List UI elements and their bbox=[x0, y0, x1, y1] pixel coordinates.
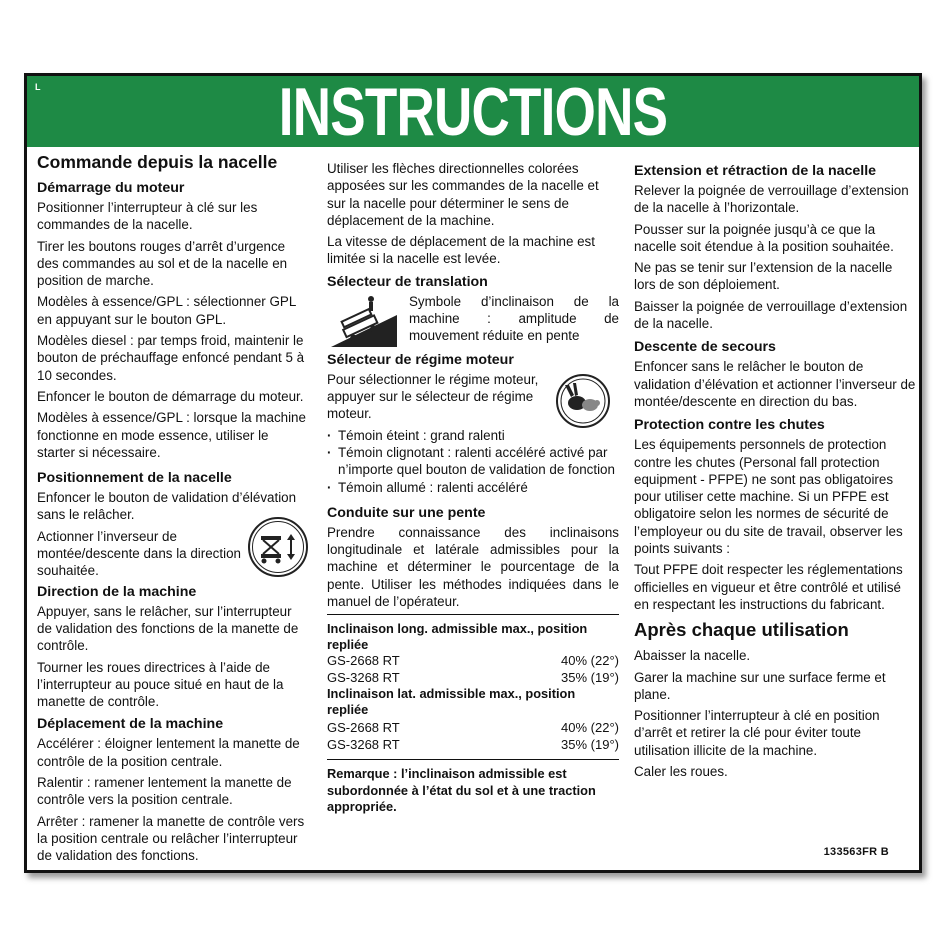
heading-positionnement: Positionnement de la nacelle bbox=[37, 470, 232, 487]
table-cell-value: 40% (22°) bbox=[561, 720, 619, 736]
remark-note: Remarque : l’inclinaison admissible est subordonnée à l’état du sol et à une traction appropriée. bbox=[327, 766, 596, 815]
heading-extension: Extension et rétraction de la nacelle bbox=[634, 163, 877, 179]
regime-block bbox=[327, 371, 619, 504]
heading-protection: Protection contre les chutes bbox=[634, 417, 825, 434]
table-cell-model: GS-2668 RT bbox=[327, 653, 400, 669]
table-cell-model: GS-3268 RT bbox=[327, 736, 400, 752]
heading-regime: Sélecteur de régime moteur bbox=[327, 351, 514, 368]
paragraph: Ne pas se tenir sur l’extension de la nacelle lors de son déploiement. bbox=[634, 260, 893, 293]
column-3 bbox=[634, 162, 916, 784]
paragraph: Abaisser la nacelle. bbox=[634, 648, 751, 664]
section-title: Commande depuis la nacelle bbox=[37, 152, 278, 172]
instruction-label bbox=[24, 73, 922, 873]
table-cell-model: GS-3268 RT bbox=[327, 669, 400, 685]
heading-translation: Sélecteur de translation bbox=[327, 273, 488, 290]
heading-pente: Conduite sur une pente bbox=[327, 504, 486, 521]
revision-letter: L bbox=[35, 82, 41, 92]
paragraph: Modèles à essence/GPL : lorsque la machine fonctionne en mode essence, utiliser le starter si nécessaire. bbox=[37, 410, 306, 460]
table-row bbox=[327, 670, 619, 687]
table-cell-value: 35% (19°) bbox=[561, 736, 619, 752]
paragraph: Positionner l’interrupteur à clé sur les commandes de la nacelle. bbox=[37, 200, 258, 233]
paragraph: Les équipements personnels de protection contre les chutes (Personal fall protection equipment - PFPE) ne sont pas obligatoires pour utiliser cette machine. Si un PFPE est obligatoire selon les normes de sécurité de l’employeur ou du site de travail, observer les points suivants : bbox=[634, 437, 903, 557]
column-1 bbox=[37, 152, 309, 869]
header-banner bbox=[27, 74, 919, 150]
paragraph: Garer la machine sur une surface ferme et plane. bbox=[634, 669, 886, 702]
heading-direction: Direction de la machine bbox=[37, 583, 197, 600]
table-row bbox=[327, 737, 619, 754]
translation-block bbox=[327, 293, 619, 351]
paragraph: Relever la poignée de verrouillage d’extension de la nacelle à l’horizontale. bbox=[634, 183, 909, 216]
paragraph: La vitesse de déplacement de la machine est limitée si la nacelle est levée. bbox=[327, 234, 595, 267]
table-cell-value: 35% (19°) bbox=[561, 669, 619, 685]
table-heading-long: Inclinaison long. admissible max., position repliée bbox=[327, 621, 588, 653]
paragraph: Utiliser les flèches directionnelles colorées apposées sur les commandes de la nacelle et sur la nacelle pour déterminer le sens de déplacement de la machine. bbox=[327, 161, 599, 228]
paragraph: Positionner l’interrupteur à clé en position d’arrêt et retirer la clé pour éviter toute utilisation illicite de la machine. bbox=[634, 708, 880, 758]
table-cell-model: GS-2668 RT bbox=[327, 720, 400, 736]
column-2 bbox=[327, 160, 619, 816]
paragraph: Accélérer : éloigner lentement la manette de contrôle de la position centrale. bbox=[37, 736, 300, 769]
rabbit-turtle-icon bbox=[555, 373, 611, 429]
paragraph: Modèles diesel : par temps froid, maintenir le bouton de préchauffage enfoncé pendant 5 à 10 secondes. bbox=[37, 333, 305, 383]
paragraph: Baisser la poignée de verrouillage d’extension de la nacelle. bbox=[634, 298, 908, 332]
paragraph: Modèles à essence/GPL : sélectionner GPL en appuyant sur le bouton GPL. bbox=[37, 294, 296, 327]
divider bbox=[327, 759, 619, 760]
paragraph: Caler les roues. bbox=[634, 764, 728, 780]
heading-apres-utilisation: Après chaque utilisation bbox=[634, 619, 849, 641]
paragraph: Tout PFPE doit respecter les réglementations officielles en vigueur et être contrôlé et utilisé en respectant les instructions du fabricant. bbox=[634, 562, 903, 612]
regime-bullet-list bbox=[327, 427, 619, 496]
paragraph: Enfoncer le bouton de validation d’élévation sans le relâcher. bbox=[37, 490, 297, 523]
paragraph: Ralentir : ramener lentement la manette de contrôle vers la position centrale. bbox=[37, 775, 292, 808]
paragraph: Tirer les boutons rouges d’arrêt d’urgence des commandes au sol et de la nacelle en position de marche. bbox=[37, 238, 288, 289]
page-title: INSTRUCTIONS bbox=[278, 74, 668, 150]
table-row bbox=[327, 720, 619, 737]
paragraph: Prendre connaissance des inclinaisons longitudinale et latérale admissibles pour la machine et déterminer le pourcentage de la pente. Utiliser les méthodes indiquées dans le manuel de l’opérateur. bbox=[327, 524, 619, 610]
lift-control-icon bbox=[247, 516, 309, 578]
heading-deplacement: Déplacement de la machine bbox=[37, 716, 224, 733]
part-number: 133563FR B bbox=[823, 846, 889, 858]
paragraph: Arrêter : ramener la manette de contrôle vers la position centrale ou relâcher l’interrupteur de validation des fonctions. bbox=[37, 813, 305, 864]
list-item: · Témoin clignotant : ralenti accéléré activé par n’importe quel bouton de validation de fonction bbox=[327, 444, 619, 479]
divider bbox=[327, 614, 619, 615]
paragraph: Actionner l’inverseur de montée/descente dans la direction souhaitée. bbox=[37, 528, 241, 579]
paragraph: Pour sélectionner le régime moteur, appuyer sur le sélecteur de régime moteur. bbox=[327, 371, 539, 422]
paragraph: Enfoncer le bouton de démarrage du moteur. bbox=[37, 388, 304, 404]
table-row bbox=[327, 653, 619, 670]
table-heading-lat: Inclinaison lat. admissible max., position repliée bbox=[327, 686, 576, 718]
table-cell-value: 40% (22°) bbox=[561, 653, 619, 669]
paragraph: Symbole d’inclinaison de la machine : amplitude de mouvement réduite en pente bbox=[409, 293, 619, 344]
heading-demarrage: Démarrage du moteur bbox=[37, 180, 185, 196]
paragraph: Enfoncer sans le relâcher le bouton de validation d’élévation et actionner l’inverseur de montée/descente en direction du bas. bbox=[634, 359, 916, 409]
paragraph: Pousser sur la poignée jusqu’à ce que la nacelle soit étendue à la position souhaitée. bbox=[634, 221, 894, 254]
tilt-machine-icon bbox=[329, 295, 399, 349]
positionnement-block bbox=[37, 489, 309, 582]
list-item: · Témoin allumé : ralenti accéléré bbox=[327, 479, 619, 496]
paragraph: Appuyer, sans le relâcher, sur l’interrupteur de validation des fonctions de la manette de contrôle. bbox=[37, 603, 299, 654]
heading-descente: Descente de secours bbox=[634, 339, 776, 356]
paragraph: Tourner les roues directrices à l’aide de l’interrupteur au pouce situé en haut de la manette de contrôle. bbox=[37, 659, 284, 710]
list-item: · Témoin éteint : grand ralenti bbox=[327, 427, 619, 444]
